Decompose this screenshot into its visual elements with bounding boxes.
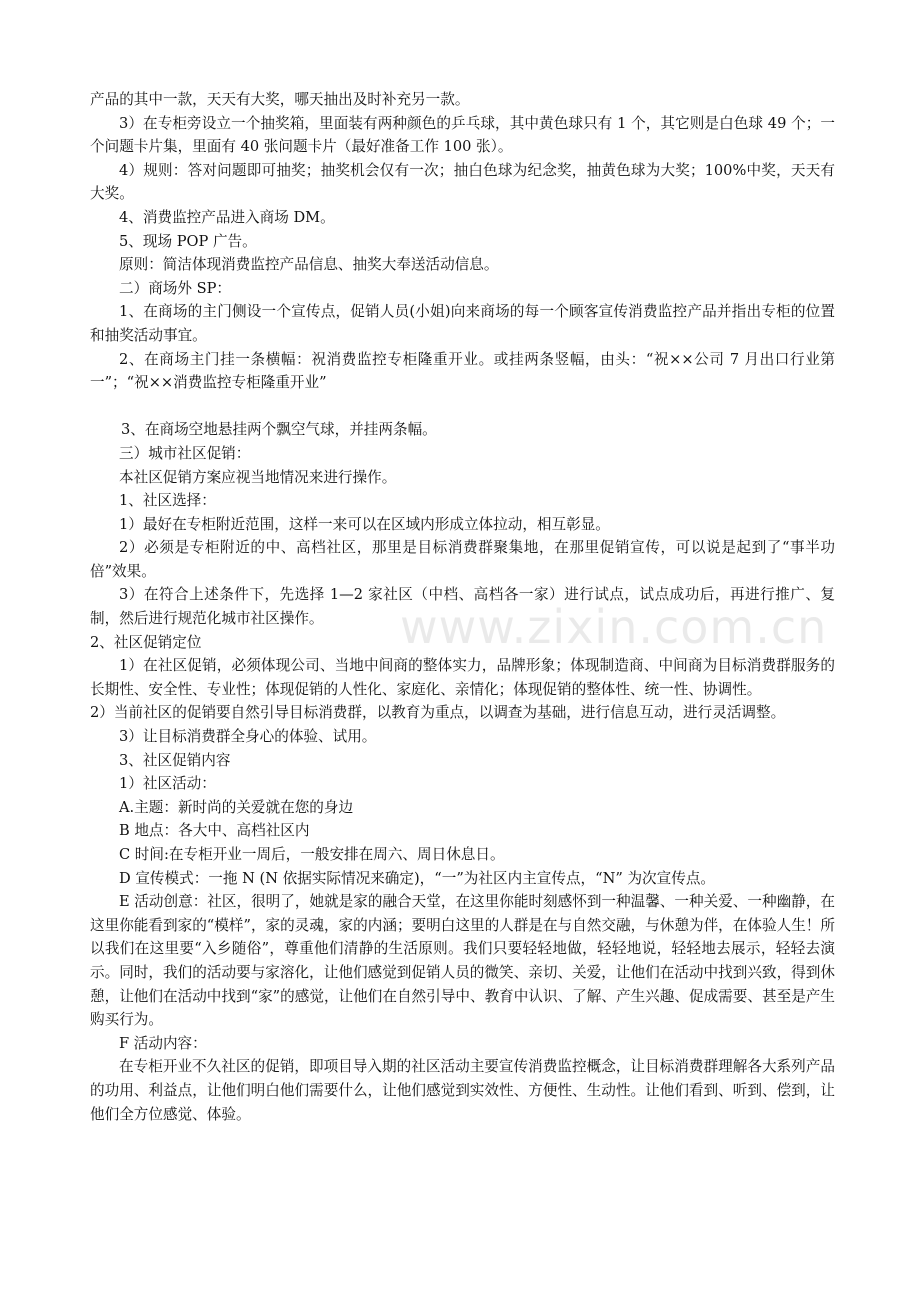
- paragraph: 三）城市社区促销：: [119, 444, 251, 462]
- paragraph: 5、现场 POP 广告。: [119, 232, 257, 250]
- paragraph: 2）当前社区的促销要自然引导目标消费群，以教育为重点，以调查为基础，进行信息互动，进行灵活调整。: [90, 704, 786, 722]
- paragraph: 3）在专柜旁设立一个抽奖箱，里面装有两种颜色的乒乓球，其中黄色球只有 1 个，其它则是白色球 49 个；一个问题卡片集，里面有 40 张问题卡片（最好准备工作 100 张）。: [90, 114, 835, 156]
- paragraph: 3）让目标消费群全身心的体验、试用。: [119, 728, 377, 746]
- document-body: [90, 88, 835, 1126]
- paragraph: 3、社区促销内容: [119, 751, 231, 769]
- paragraph: 二）商场外 SP：: [119, 279, 232, 297]
- paragraph: 1）社区活动：: [119, 775, 216, 793]
- paragraph: 3）在符合上述条件下，先选择 1—2 家社区（中档、高档各一家）进行试点，试点成功后，再进行推广、复制，然后进行规范化城市社区操作。: [90, 586, 835, 628]
- paragraph: 3、在商场空地悬挂两个飘空气球，并挂两条幅。: [121, 421, 437, 439]
- paragraph: F 活动内容：: [119, 1034, 207, 1052]
- paragraph: 1）最好在专柜附近范围，这样一来可以在区域内形成立体拉动，相互彰显。: [119, 515, 610, 533]
- paragraph: 1、社区选择：: [119, 492, 216, 510]
- paragraph: B 地点：各大中、高档社区内: [119, 822, 310, 840]
- watermark: www.zixin.com.cn: [400, 600, 828, 654]
- paragraph: D 宣传模式：一拖 N (N 依据实际情况来确定)，“一”为社区内主宣传点，“N” 为次宣传点。: [119, 869, 716, 887]
- paragraph: 在专柜开业不久社区的促销，即项目导入期的社区活动主要宣传消费监控概念，让目标消费群理解各大系列产品的功用、利益点，让他们明白他们需要什么，让他们感觉到实效性、方便性、生动性。让他们看到、听到、偿到，让他们全方位感觉、体验。: [90, 1058, 835, 1123]
- paragraph: 1）在社区促销，必须体现公司、当地中间商的整体实力，品牌形象；体现制造商、中间商为目标消费群服务的长期性、安全性、专业性；体现促销的人性化、家庭化、亲情化；体现促销的整体性、统一性、协调性。: [90, 657, 835, 698]
- paragraph: 本社区促销方案应视当地情况来进行操作。: [119, 468, 397, 486]
- paragraph: 1、在商场的主门侧设一个宣传点，促销人员(小姐)向来商场的每一个顾客宣传消费监控产品并指出专柜的位置和抽奖活动事宜。: [90, 303, 835, 344]
- paragraph: 4、消费监控产品进入商场 DM。: [119, 208, 335, 226]
- paragraph: 2、社区促销定位: [90, 633, 202, 651]
- paragraph: 2）必须是专柜附近的中、高档社区，那里是目标消费群聚集地，在那里促销宣传，可以说是起到了“事半功倍”效果。: [90, 539, 835, 580]
- paragraph: 原则：简洁体现消费监控产品信息、抽奖大奉送活动信息。: [119, 256, 499, 274]
- paragraph: E 活动创意：社区，很明了，她就是家的融合天堂，在这里你能时刻感怀到一种温馨、一种关爱、一种幽静，在这里你能看到家的“模样”，家的灵魂，家的内涵；要明白这里的人群是在与自然交融，与休憩为伴，在体验人生！所以我们在这里要“入乡随俗”，尊重他们清静的生活原则。我们只要轻轻地做，轻轻地说，轻轻地去展示，轻轻去演示。同时，我们的活动要与家溶化，让他们感觉到促销人员的微笑、亲切、关爱，让他们在活动中找到兴致，得到休憩，让他们在活动中找到“家”的感觉，让他们在自然引导中、教育中认识、了解、产生兴趣、促成需要、甚至是产生购买行为。: [90, 893, 835, 1029]
- blank-line: [90, 395, 835, 419]
- paragraph: A.主题：新时尚的关爱就在您的身边: [119, 798, 354, 816]
- paragraph: 4）规则：答对问题即可抽奖；抽奖机会仅有一次；抽白色球为纪念奖，抽黄色球为大奖；100%中奖，天天有大奖。: [90, 161, 835, 203]
- paragraph: 产品的其中一款，天天有大奖，哪天抽出及时补充另一款。: [90, 91, 470, 108]
- paragraph: C 时间:在专柜开业一周后，一般安排在周六、周日休息日。: [119, 846, 505, 863]
- paragraph: 2、在商场主门挂一条横幅：祝消费监控专柜隆重开业。或挂两条竖幅，由头：“祝××公司 7 月出口行业第一”；“祝××消费监控专柜隆重开业”: [90, 350, 835, 392]
